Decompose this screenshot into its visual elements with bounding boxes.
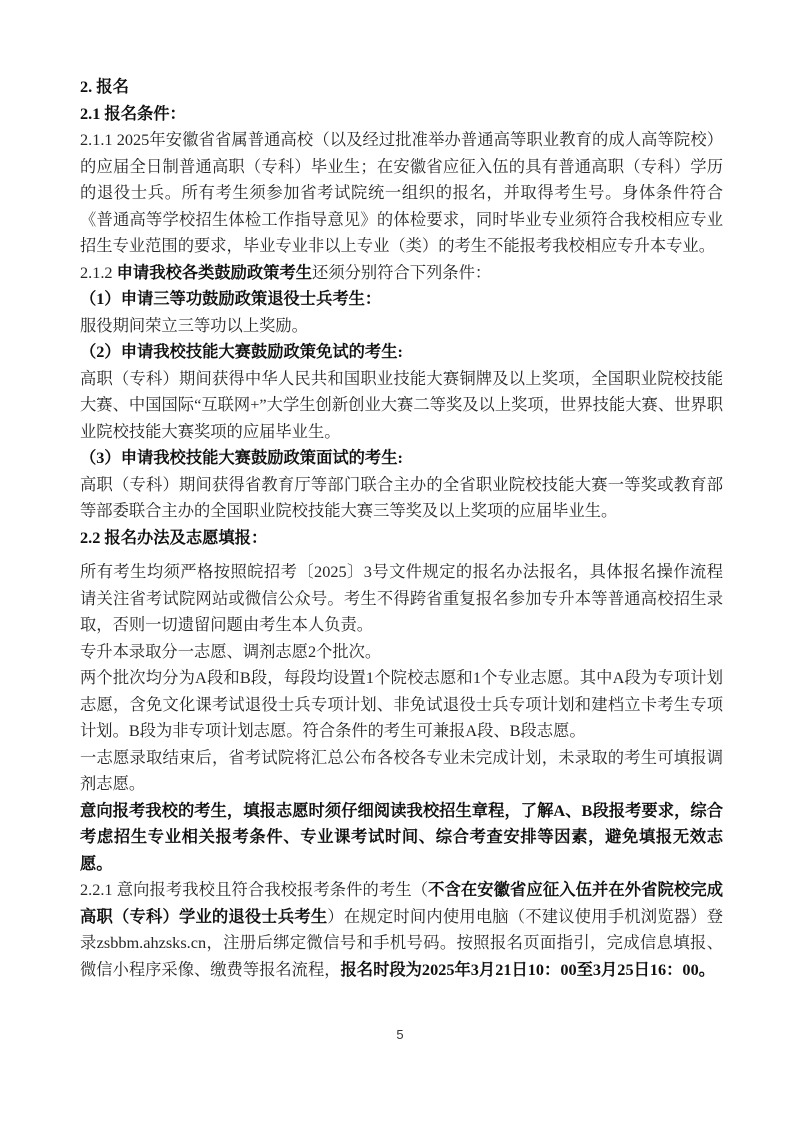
para-2-2-1-run: 报名时段为2025年3月21日10：00至3月25日16：00。 xyxy=(340,959,715,979)
subheading-3-jineng-mianshi2-run: （3）申请我校技能大赛鼓励政策面试的考生: xyxy=(80,448,403,467)
para-sandenggong-body-run: 服役期间荣立三等功以上奖励。 xyxy=(80,315,308,335)
para-jineng-mianshi2-body-run: 高职（专科）期间获得省教育厅等部门联合主办的全省职业院校技能大赛一等奖或教育部等部委联合主办的全国职业院校技能大赛三等奖及以上奖项的应届毕业生。 xyxy=(80,474,723,520)
para-2-1-2-run: 2.1.2 xyxy=(80,262,117,282)
para-2-2-1-run: ）在规定时间内使用电脑（不建议使用手机浏览器）登录zsbbm.ahzsks.cn，注册后绑定微信号和手机号码。按照报名页面指引，完成信息填报、微信小程序采像、缴费等报名流程， xyxy=(80,906,723,979)
para-a-b-duan-run: 两个批次均分为A段和B段，每段均设置1个院校志愿和1个专业志愿。其中A段为专项计划志愿，含免文化课考试退役士兵专项计划、非免试退役士兵专项计划和建档立卡考生专项计划。B段为非专项计划志愿。符合条件的考生可兼报A段、B段志愿。 xyxy=(80,668,723,740)
para-2-1-2-run: 申请我校各类鼓励政策考生 xyxy=(116,262,313,282)
para-wanzhaokao-run: 所有考生均须严格按照皖招考〔2025〕3号文件规定的报名办法报名，具体报名操作流程请关注省考试院网站或微信公众号。考生不得跨省重复报名参加专升本等普通高校招生录取，否则一切遗留问题由考生本人负责。 xyxy=(80,562,723,634)
subheading-1-sandenggong-run: （1）申请三等功鼓励政策退役士兵考生： xyxy=(80,289,382,308)
subheading-2-jineng-mianshi-run: （2）申请我校技能大赛鼓励政策免试的考生: xyxy=(80,342,403,361)
page-number: 5 xyxy=(396,1027,404,1042)
heading-2-2-banfa-zhiyuan-run: 2.2 报名办法及志愿填报： xyxy=(80,527,268,547)
para-2-2-1-run: 2.2.1 意向报考我校且符合我校报考条件的考生（ xyxy=(80,880,429,899)
para-2-2-1-run: 不含在安徽省应征入伍并在外省院校完成高职（专科）学业的退役士兵考生 xyxy=(80,880,723,926)
para-2-1-2-run: 还须分别符合下列条件： xyxy=(312,262,492,282)
para-tiaoji-run: 一志愿录取结束后，省考试院将汇总公布各校各专业未完成计划，未录取的考生可填报调剂志愿。 xyxy=(80,747,723,793)
document-body xyxy=(80,74,723,983)
para-2-1-1-run: 2.1.1 2025年安徽省省属普通高校（以及经过批准举办普通高等职业教育的成人高等院校）的应届全日制普通高职（专科）毕业生；在安徽省应征入伍的具有普通高职（专科）学历的退役士兵。所有考生须参加省考试院统一组织的报名，并取得考生号。身体条件符合《普通高等学校招生体检工作指导意见》的体检要求，同时毕业专业须符合我校相应专业招生专业范围的要求，毕业专业非以上专业（类）的考生不能报考我校相应专升本专业。 xyxy=(80,130,723,255)
para-pici-run: 专升本录取分一志愿、调剂志愿2个批次。 xyxy=(80,641,382,661)
heading-2-baoming-run: 2. 报名 xyxy=(80,77,129,96)
para-yixiang-bold-run: 意向报考我校的考生，填报志愿时须仔细阅读我校招生章程，了解A、B段报考要求，综合考虑招生专业相关报考条件、专业课考试时间、综合考查安排等因素，避免填报无效志愿。 xyxy=(80,800,723,873)
para-jineng-mianshi-body-run: 高职（专科）期间获得中华人民共和国职业技能大赛铜牌及以上奖项，全国职业院校技能大赛、中国国际“互联网+”大学生创新创业大赛二等奖及以上奖项，世界技能大赛、世界职业院校技能大赛奖项的应届毕业生。 xyxy=(80,368,723,441)
heading-2-1-baoming-tiaojian-run: 2.1 报名条件： xyxy=(80,103,186,123)
